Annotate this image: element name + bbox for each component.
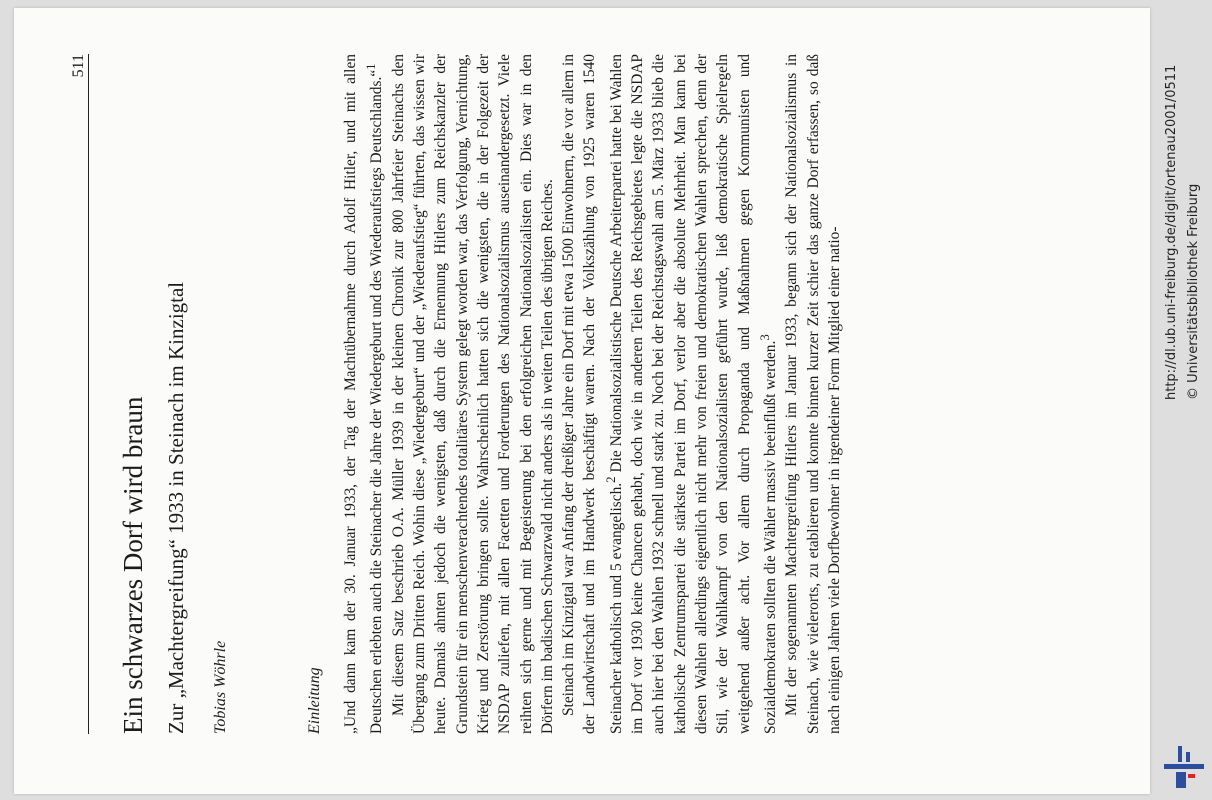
paragraph-text: Die Nationalsozialistische Deutsche Arbeiterpartei hatte bei Wahlen im Dorf vor 1930 keine Chancen gehabt, doch wie in anderen Teilen des Reichsgebietes legte die NSDAP auch hier bei den Wahlen 1932 schnell und stark zu. Noch bei der Reichstagswahl am 5. März 1933 blieb die katholische Zentrumspartei die stärkste Partei im Dorf, verlor aber die absolute Mehrheit. Man kann bei diesen Wahlen allerdings eigentlich nicht mehr von freien und demokratischen Wahlen sprechen, denn der Stil, wie der Wahlkampf von den Nationalsozialisten geführt wurde, ließ demokratische Spielregeln weitgehend außer acht. Vor allem durch Propaganda und Maßnahmen gegen Kommunisten und Sozialdemokraten sollten die Wähler massiv beeinflußt werden. <box>607 54 780 734</box>
section-heading: Einleitung <box>306 667 323 734</box>
article-subtitle: Zur „Machtergreifung“ 1933 in Steinach im Kinzigtal <box>164 281 188 734</box>
page-number: 511 <box>70 54 87 78</box>
article-title: Ein schwarzes Dorf wird braun <box>118 396 148 734</box>
source-url-link[interactable]: http://dl.ub.uni-freiburg.de/diglit/ortenau2001/0511 <box>1164 64 1179 400</box>
copyright-notice: © Universitätsbibliothek Freiburg <box>1186 183 1201 400</box>
paragraph-text: „Und dann kam der 30. Januar 1933, der Tag der Machtübernahme durch Adolf Hitler, und mit allen Deutschen erlebten auch die Steinacher die Jahre der Wiedergeburt und des Wiederaufstiegs Deutschlands.“ <box>342 54 386 734</box>
paragraph: Mit der sogenannten Machtergreifung Hitlers im Januar 1933, begann sich der Nationalsozialismus in Steinach, wie vielerorts, zu etablieren und konnte binnen kurzer Zeit schier das ganze Dorf erfassen, so daß nach einigen Jahren viele Dorfbewohner in irgendeiner Form Mitglied einer natio- <box>783 54 843 734</box>
paragraph-text: Steinach im Kinzigtal war Anfang der dreißiger Jahre ein Dorf mit etwa 1500 Einwohnern, die vor allem in der Landwirtschaft und im Handwerk beschäftigt waren. Nach der Volkszählung von 1925 waren 1540 Steinacher katholisch und 5 evangelisch. <box>560 54 625 734</box>
footnote-mark: 3 <box>757 334 772 341</box>
footnote-mark: 2 <box>603 476 618 483</box>
footnote-mark: 1 <box>364 63 379 70</box>
paragraph: Mit diesem Satz beschrieb O.A. Müller 1939 in der kleinen Chronik zur 800 Jahrfeier Steinachs den Übergang zum Dritten Reich. Wohin diese „Wiedergeburt“ und der „Wiederaufstieg“ führten, das wissen wir heute. Damals ahnten jedoch die wenigsten, daß durch die Ernennung Hitlers zum Reichskanzler der Grundstein für ein menschenverachtendes totalitäres System gelegt worden war, das Verfolgung, Vernichtung, Krieg und Zerstörung bringen sollte. Wahrscheinlich hatten sich die wenigsten, die in der Folgezeit der NSDAP zuliefen, mit allen Facetten und Forderungen des Nationalsozialismus auseinandergesetzt. Viele reihten sich gerne und mit Begeisterung bei den erfolgreichen Nationalsozialisten ein. Dies war in den Dörfern im badischen Schwarzwald nicht anders als in weiten Teilen des übrigen Reiches. <box>389 54 556 734</box>
ub-freiburg-logo-icon <box>1162 742 1206 790</box>
article-author: Tobias Wöhrle <box>212 640 229 734</box>
